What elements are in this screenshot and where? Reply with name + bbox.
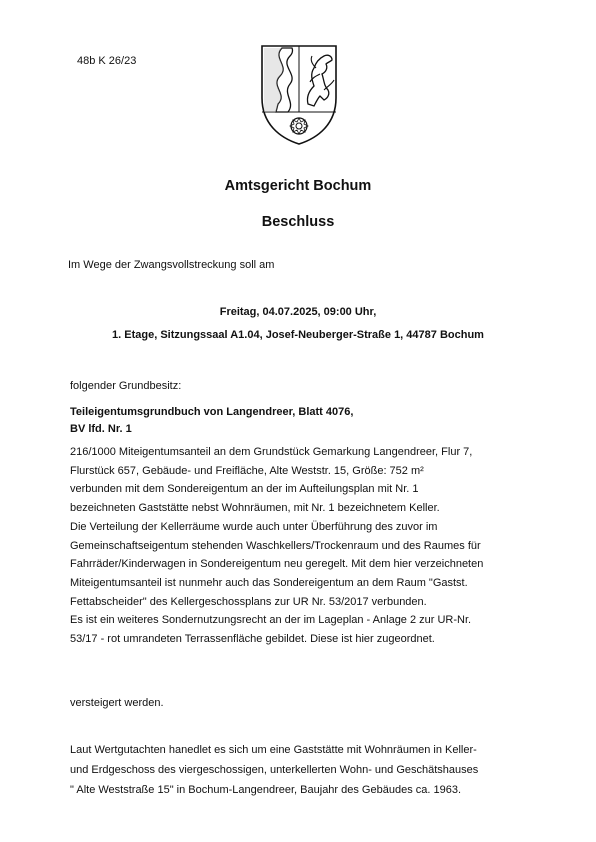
intro-text: Im Wege der Zwangsvollstreckung soll am xyxy=(68,259,275,271)
appraisal-line: Laut Wertgutachten hanedlet es sich um eine Gaststätte mit Wohnräumen in Keller- xyxy=(70,744,477,756)
description-line: Miteigentumsanteil ist nunmehr auch das Sondereigentum an dem Raum "Gastst. xyxy=(70,576,468,589)
auction-statement: versteigert werden. xyxy=(70,697,164,709)
registry-line: Teileigentumsgrundbuch von Langendreer, Blatt 4076, xyxy=(70,406,354,418)
description-line: verbunden mit dem Sondereigentum an der im Aufteilungsplan mit Nr. 1 xyxy=(70,483,419,496)
property-label: folgender Grundbesitz: xyxy=(70,380,182,392)
description-line: Es ist ein weiteres Sondernutzungsrecht an der im Lageplan - Anlage 2 zur UR-Nr. xyxy=(70,614,472,627)
description-line: Fettabscheider" des Kellergeschossplans zur UR Nr. 53/2017 verbunden. xyxy=(70,595,427,608)
registry-block xyxy=(70,404,353,438)
description-line: Die Verteilung der Kellerräume wurde auch unter Überführung des zuvor im xyxy=(70,520,438,533)
appraisal-line: und Erdgeschoss des viergeschossigen, unterkellerten Wohn- und Geschätshauses xyxy=(70,764,479,776)
description-line: Flurstück 657, Gebäude- und Freifläche, Alte Weststr. 15, Größe: 752 m² xyxy=(70,464,424,477)
case-number: 48b K 26/23 xyxy=(77,55,137,67)
nrw-coat-of-arms-icon xyxy=(258,40,340,148)
description-line: Gemeinschaftseigentum stehenden Waschkellers/Trockenraum und des Raumes für xyxy=(70,539,481,552)
auction-datetime: Freitag, 04.07.2025, 09:00 Uhr, xyxy=(219,306,377,318)
auction-venue: 1. Etage, Sitzungssaal A1.04, Josef-Neuberger-Straße 1, 44787 Bochum xyxy=(112,329,484,341)
court-name: Amtsgericht Bochum xyxy=(224,178,372,194)
description-line: Fahrräder/Kinderwagen in Sondereigentum neu geregelt. Mit dem hier verzeichneten xyxy=(70,558,484,571)
description-line: 53/17 - rot umrandeten Terrassenfläche gebildet. Diese ist hier zugeordnet. xyxy=(70,633,435,646)
description-line: bezeichneten Gaststätte nebst Wohnräumen, mit Nr. 1 bezeichnetem Keller. xyxy=(70,502,440,515)
bv-line: BV lfd. Nr. 1 xyxy=(70,423,132,435)
property-description xyxy=(70,443,483,649)
decision-heading: Beschluss xyxy=(261,214,335,230)
appraisal-text xyxy=(70,740,478,780)
appraisal-address-line: " Alte Weststraße 15" in Bochum-Langendreer, Baujahr des Gebäudes ca. 1963. xyxy=(70,784,462,796)
description-line: 216/1000 Miteigentumsanteil an dem Grundstück Gemarkung Langendreer, Flur 7, xyxy=(70,446,473,458)
